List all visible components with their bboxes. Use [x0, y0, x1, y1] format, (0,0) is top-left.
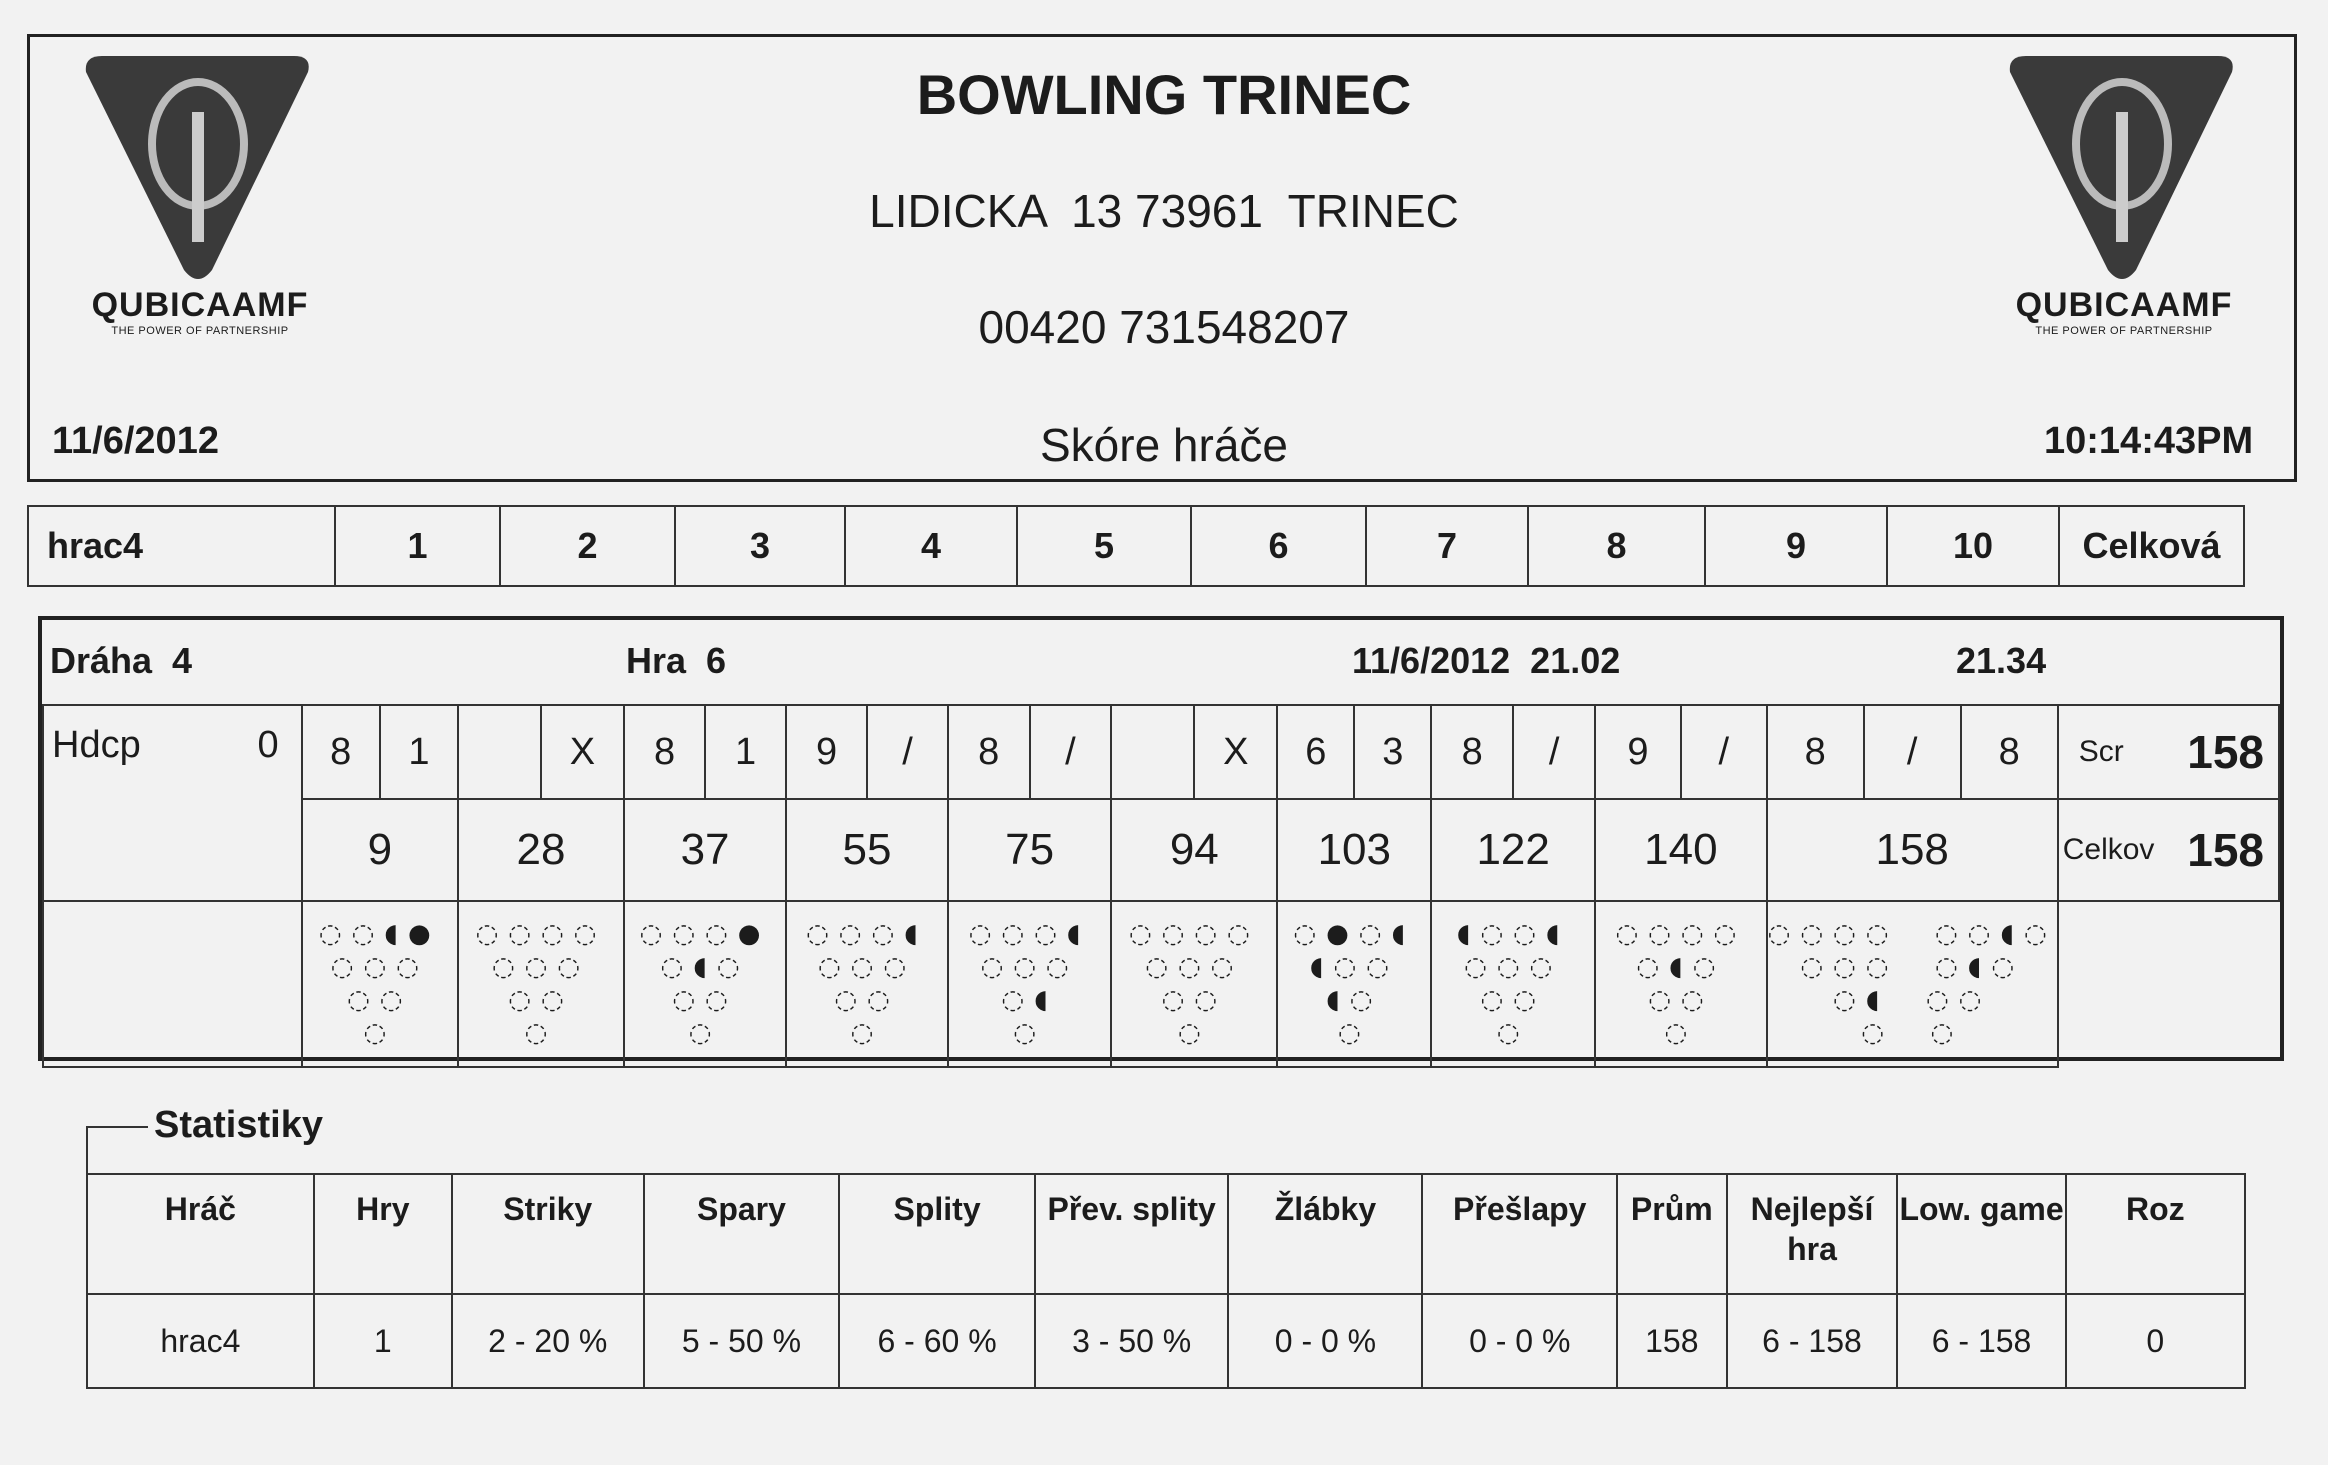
scr-value: 158	[2187, 726, 2264, 778]
frame-cumulative-cell	[458, 799, 624, 901]
cumulative-score: 140	[1644, 825, 1718, 874]
frame-rolls-cell	[624, 705, 786, 799]
frame-number: 2	[500, 506, 675, 586]
frame-cumulative-cell	[1277, 799, 1431, 901]
frame-rolls-cell	[458, 705, 624, 799]
pin-diagram-icon: ◌◌◖● ◌◌◌ ◌◌ ◌	[318, 919, 441, 1048]
stats-value-cell: 0	[2066, 1294, 2245, 1388]
cumulative-score: 75	[1005, 825, 1055, 874]
hdcp-value: 0	[257, 724, 279, 766]
scr-label: Scr	[2078, 735, 2124, 768]
roll-mark: 3	[1353, 706, 1430, 798]
cumulative-score: 158	[1875, 825, 1949, 874]
pin-diagram-cell	[302, 901, 458, 1067]
roll-mark: 8	[1804, 730, 1826, 773]
stats-value-cell: 0 - 0 %	[1422, 1294, 1617, 1388]
pin-diagram-icon: ◌◌◌◖ ◌◌◌ ◌◌ ◌	[806, 919, 928, 1048]
page-subtitle: Skóre hráče	[1039, 419, 1288, 471]
pin-diagram-cell	[624, 901, 786, 1067]
frame-cumulative-cell	[1431, 799, 1595, 901]
stats-value-cell: 2 - 20 %	[452, 1294, 644, 1388]
stats-header-cell: Striky	[452, 1174, 644, 1294]
frame-number: 3	[675, 506, 845, 586]
stats-header-cell: Přešlapy	[1422, 1174, 1617, 1294]
frames-header-table	[27, 505, 2245, 587]
pin-diagram-icon: ◌◌◌◌ ◌◌◌ ◌◌ ◌	[475, 919, 607, 1048]
frame-cumulative-cell	[786, 799, 948, 901]
stats-value-cell: 158	[1617, 1294, 1726, 1388]
roll-mark: 8	[653, 730, 676, 773]
game-block	[38, 616, 2284, 1061]
pin-diagram-cell	[1767, 901, 2058, 1067]
cumulative-score: 122	[1476, 825, 1550, 874]
stats-value-cell: 6 - 158	[1897, 1294, 2065, 1388]
frame-cumulative-cell	[624, 799, 786, 901]
pin-diagram-icon: ◌◌◌◌ ◌◖◌ ◌◌ ◌	[1615, 919, 1747, 1048]
roll-mark	[1112, 706, 1193, 798]
roll-mark: X	[540, 706, 623, 798]
pin-diagram-cell	[458, 901, 624, 1067]
pin-diagram-icon: ◌◌◌◖ ◌◌◌ ◌◖ ◌	[968, 919, 1091, 1048]
frame-cumulative-cell	[1767, 799, 2058, 901]
stats-title: Statistiky	[154, 1104, 323, 1146]
stats-header-cell: Žlábky	[1228, 1174, 1422, 1294]
hdcp-label: Hdcp	[52, 724, 141, 766]
stats-bracket	[86, 1126, 148, 1175]
game-datetime: 11/6/2012 21.02	[1352, 640, 1621, 681]
print-time: 10:14:43PM	[2044, 420, 2254, 462]
stats-value-cell: 3 - 50 %	[1035, 1294, 1229, 1388]
frame-rolls-cell	[1431, 705, 1595, 799]
stats-header-cell: Spary	[644, 1174, 840, 1294]
pin-diagram-cell	[1111, 901, 1277, 1067]
roll-mark: 8	[330, 730, 352, 773]
celkov-value: 158	[2187, 824, 2264, 876]
frame-number: 8	[1528, 506, 1705, 586]
cumulative-score: 9	[367, 825, 393, 874]
frame-rolls-cell	[948, 705, 1111, 799]
frame-rolls-cell	[1277, 705, 1431, 799]
pin-diagram-cell	[1595, 901, 1767, 1067]
celkov-label: Celkov	[2062, 833, 2155, 866]
cumulative-score: 37	[680, 825, 730, 874]
print-date: 11/6/2012	[52, 420, 219, 462]
score-grid	[42, 704, 2280, 1068]
frame-number: 9	[1705, 506, 1887, 586]
stats-value-cell: 6 - 60 %	[839, 1294, 1035, 1388]
game-info-row	[42, 620, 2280, 704]
stats-header-cell: Hry	[314, 1174, 452, 1294]
frame-number: 4	[845, 506, 1017, 586]
frame-number: 5	[1017, 506, 1191, 586]
celkov-cell	[2058, 799, 2279, 901]
pin-diagram-cell	[786, 901, 948, 1067]
pins-spacer	[43, 901, 302, 1067]
venue-phone: 00420 731548207	[978, 301, 1350, 353]
cumulative-score: 103	[1317, 825, 1391, 874]
roll-mark: /	[1029, 706, 1111, 798]
frame-rolls-cell	[1111, 705, 1277, 799]
roll-mark: 9	[815, 730, 838, 773]
scr-cell	[2058, 705, 2279, 799]
pin-diagram-cell	[1277, 901, 1431, 1067]
logo-tagline: THE POWER OF PARTNERSHIP	[2035, 325, 2213, 337]
game-end-time: 21.34	[1956, 640, 2047, 681]
roll-mark: 6	[1305, 730, 1327, 773]
stats-table	[86, 1173, 2246, 1389]
frame-number: 10	[1887, 506, 2059, 586]
frame-cumulative-cell	[1595, 799, 1767, 901]
frame-rolls-cell	[1767, 705, 2058, 799]
hdcp-cell	[43, 705, 302, 901]
stats-value-cell: 0 - 0 %	[1228, 1294, 1422, 1388]
frame-cumulative-cell	[948, 799, 1111, 901]
frame-cumulative-cell	[1111, 799, 1277, 901]
cumulative-score: 28	[516, 825, 566, 874]
frame-number: 1	[335, 506, 500, 586]
roll-mark: 1	[379, 706, 457, 798]
stats-header-cell: Splity	[839, 1174, 1035, 1294]
cumulative-score: 94	[1169, 825, 1219, 874]
roll-mark: /	[1680, 706, 1766, 798]
total-label: Celková	[2059, 506, 2244, 586]
frame-rolls-cell	[786, 705, 948, 799]
logo-tagline: THE POWER OF PARTNERSHIP	[111, 325, 289, 337]
venue-address: LIDICKA 13 73961 TRINEC	[869, 185, 1459, 237]
stats-value-cell: hrac4	[87, 1294, 314, 1388]
roll-mark: /	[1863, 706, 1960, 798]
roll-mark: 8	[1960, 706, 2057, 798]
logo-brand-text: QUBICAAMF	[2015, 286, 2233, 324]
stats-header-cell: Roz	[2066, 1174, 2245, 1294]
roll-mark: /	[1512, 706, 1594, 798]
roll-mark: 9	[1627, 730, 1649, 773]
stats-header-cell: Hráč	[87, 1174, 314, 1294]
frame-number: 6	[1191, 506, 1366, 586]
frame-rolls-cell	[1595, 705, 1767, 799]
roll-mark	[459, 706, 540, 798]
frame-number: 7	[1366, 506, 1528, 586]
lane-label: Dráha 4	[50, 640, 193, 681]
pin-diagram-icon: ◌●◌◖ ◖◌◌ ◖◌ ◌	[1293, 919, 1416, 1048]
player-name: hrac4	[28, 506, 335, 586]
roll-mark: 8	[978, 730, 1000, 773]
roll-mark: 1	[704, 706, 785, 798]
roll-mark: 8	[1461, 730, 1483, 773]
pin-diagram-icon: ◖◌◌◖ ◌◌◌ ◌◌ ◌	[1456, 919, 1570, 1048]
game-label: Hra 6	[626, 640, 727, 681]
stats-header-cell: Nejlepší hra	[1727, 1174, 1898, 1294]
pin-diagram-icon: ◌◌◌◌ ◌◌◖◌ ◌◌◌ ◌◖◌ ◌◖ ◌◌ ◌ ◌	[1767, 919, 2057, 1048]
stats-header-cell: Přev. splity	[1035, 1174, 1229, 1294]
cumulative-score: 55	[842, 825, 892, 874]
pin-diagram-icon: ◌◌◌◌ ◌◌◌ ◌◌ ◌	[1128, 919, 1260, 1048]
pin-diagram-cell	[948, 901, 1111, 1067]
stats-header-cell: Prům	[1617, 1174, 1726, 1294]
pin-diagram-icon: ◌◌◌● ◌◖◌ ◌◌ ◌	[639, 919, 771, 1048]
stats-value-cell: 6 - 158	[1727, 1294, 1898, 1388]
roll-mark: X	[1193, 706, 1276, 798]
stats-value-cell: 5 - 50 %	[644, 1294, 840, 1388]
frame-cumulative-cell	[302, 799, 458, 901]
roll-mark: /	[866, 706, 947, 798]
logo-brand-text: QUBICAAMF	[91, 286, 309, 324]
stats-value-cell: 1	[314, 1294, 452, 1388]
stats-header-cell: Low. game	[1897, 1174, 2065, 1294]
frame-rolls-cell	[302, 705, 458, 799]
pin-diagram-cell	[1431, 901, 1595, 1067]
venue-title: BOWLING TRINEC	[916, 63, 1412, 126]
empty-cell	[2058, 901, 2279, 1067]
